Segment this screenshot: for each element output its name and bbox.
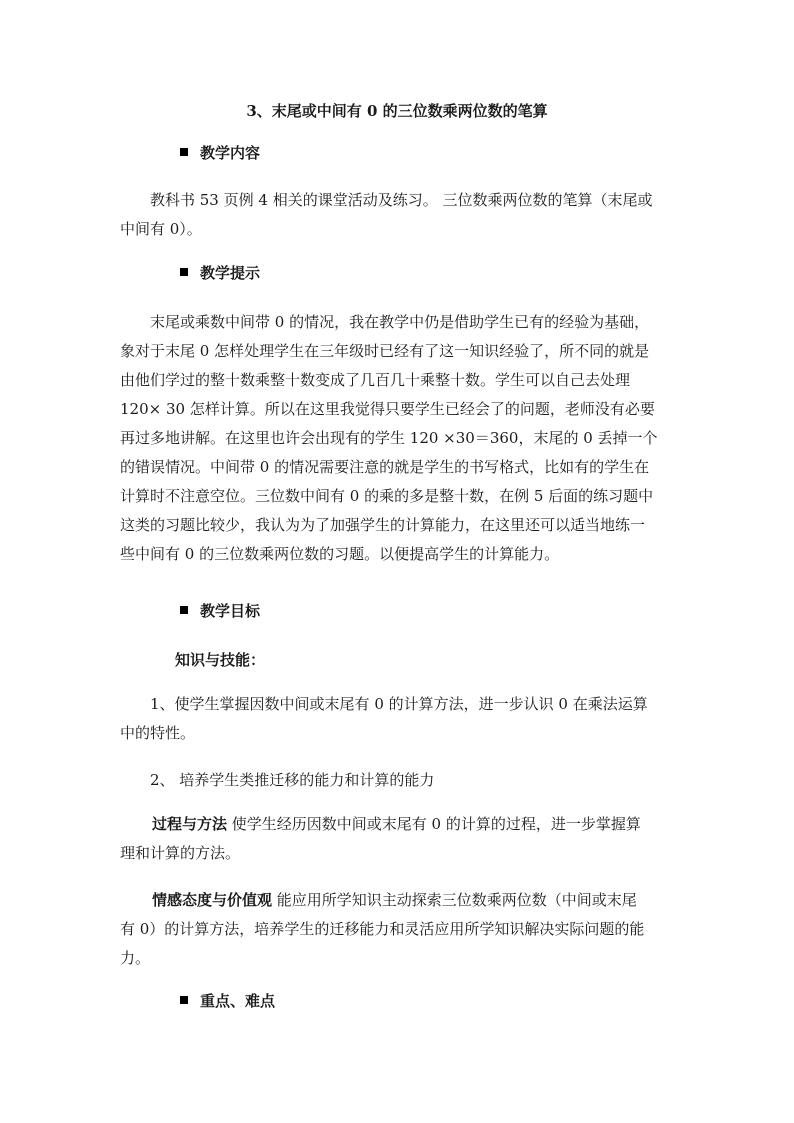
square-bullet-icon bbox=[180, 268, 188, 276]
section-heading-key: 重点、难点 bbox=[180, 990, 275, 1012]
section-heading-content: 教学内容 bbox=[180, 142, 260, 164]
hints-paragraph: 末尾或乘数中间带 0 的情况，我在教学中仍是借助学生已有的经验为基础， 象对于末尾 0 怎样处理学生在三年级时已经有了这一知识经验了，所不同的就是 由他们学过的整十数乘整十数变成了几百几十乘整十数。学生可以自己去处理 120× 30 怎样计算。所以在这里我觉得只要学生已经会了的问题，老师没有必要 再过多地讲解。在这里也许会出现有的学生 120 ×30＝360，末尾的 0 丢掉一个 的错误情况。中间带 0 的情况需要注意的就是学生的书写格式，比如有的学生在 计算时不注意空位。三位数中间有 0 的乘的多是整十数，在例 5 后面的练习题中 这类的习题比较少，我认为为了加强学生的计算能力，在这里还可以适当地练一 些中间有 0 的三位数乘两位数的习题。以便提高学生的计算能力。 bbox=[120, 313, 658, 563]
knowledge-item-2: 2、 培养学生类推迁移的能力和计算的能力 bbox=[150, 771, 435, 789]
section-heading-goals: 教学目标 bbox=[180, 600, 260, 622]
square-bullet-icon bbox=[180, 148, 188, 156]
knowledge-heading: 知识与技能： bbox=[175, 651, 266, 669]
knowledge-item-1: 1、使学生掌握因数中间或末尾有 0 的计算方法，进一步认识 0 在乘法运算 中的特性。 bbox=[120, 695, 648, 742]
emotion-paragraph: 情感态度与价值观 能应用所学知识主动探索三位数乘两位数（中间或末尾 有 0）的计算方法，培养学生的迁移能力和灵活应用所学知识解决实际问题的能 力。 bbox=[120, 891, 645, 967]
square-bullet-icon bbox=[180, 606, 188, 614]
square-bullet-icon bbox=[180, 996, 188, 1004]
page-title: 3、末尾或中间有 0 的三位数乘两位数的笔算 bbox=[246, 102, 548, 120]
emotion-label: 情感态度与价值观 bbox=[152, 891, 273, 909]
process-label: 过程与方法 bbox=[152, 815, 228, 833]
process-paragraph: 过程与方法 使学生经历因数中间或末尾有 0 的计算的过程，进一步掌握算 理和计算的方法。 bbox=[120, 815, 641, 862]
content-paragraph: 教科书 53 页例 4 相关的课堂活动及练习。 三位数乘两位数的笔算（末尾或 中间有 0）。 bbox=[120, 191, 653, 238]
section-heading-hints: 教学提示 bbox=[180, 262, 260, 284]
